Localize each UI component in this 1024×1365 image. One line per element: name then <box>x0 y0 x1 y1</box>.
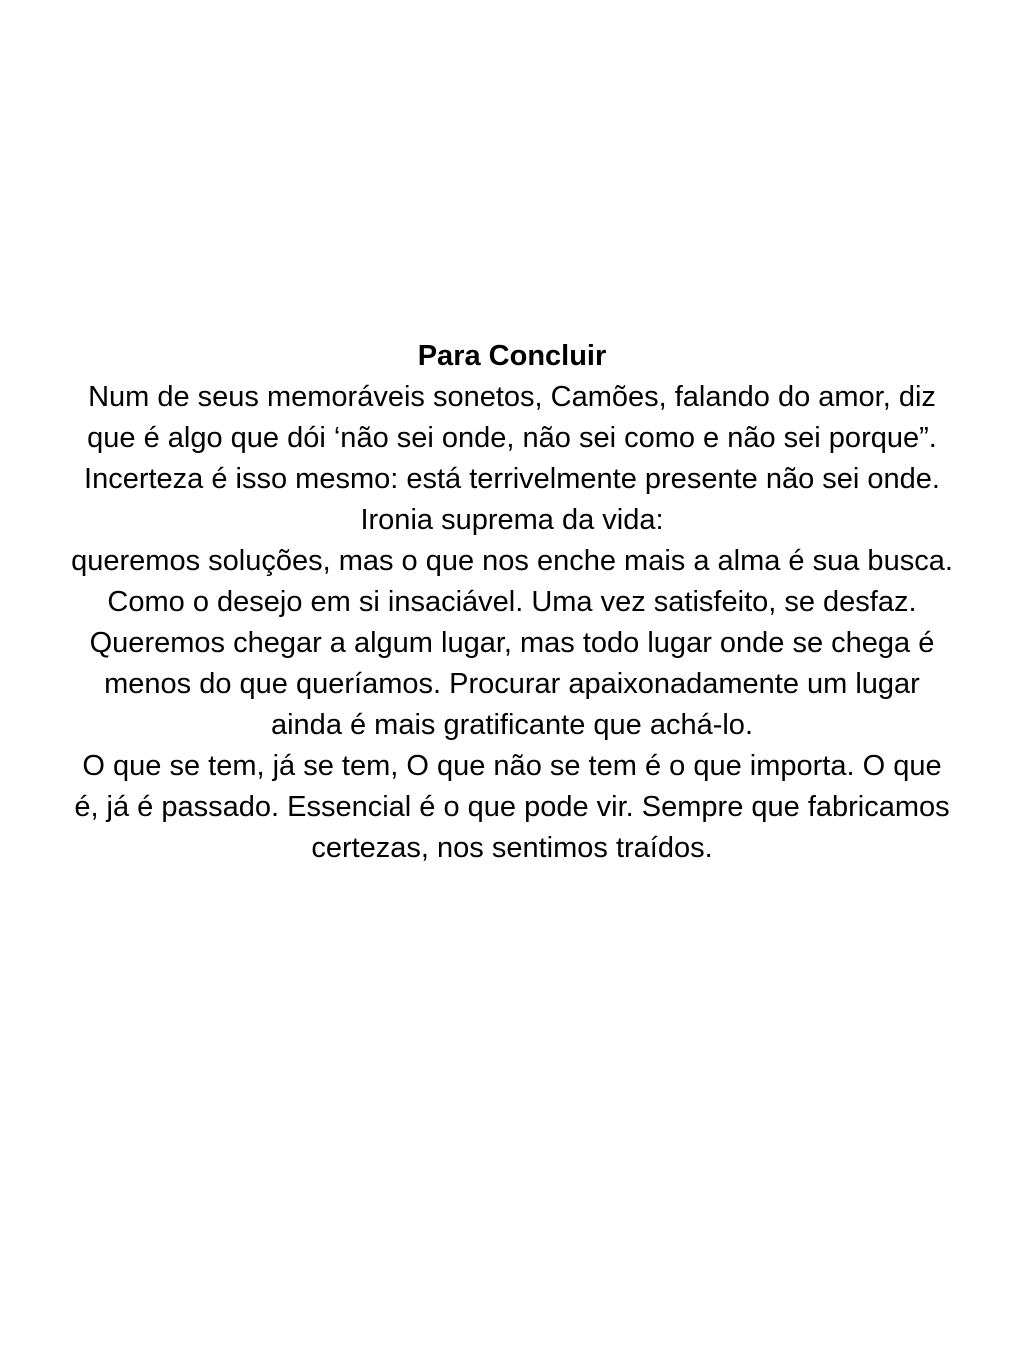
text-block <box>70 336 954 869</box>
paragraph-3: O que se tem, já se tem, O que não se tem é o que importa. O que é, já é passado. Essencial é o que pode vir. Sempre que fabricamos certezas, nos sentimos traídos. <box>74 750 950 864</box>
paragraph-1: Num de seus memoráveis sonetos, Camões, falando do amor, diz que é algo que dói ‘não sei onde, não sei como e não sei porque”. Incerteza é isso mesmo: está terrivelmente presente não sei onde. Ironia suprema da vida: <box>84 381 940 536</box>
paragraph-2: queremos soluções, mas o que nos enche mais a alma é sua busca. Como o desejo em si insaciável. Uma vez satisfeito, se desfaz. Queremos chegar a algum lugar, mas todo lugar onde se chega é menos do que queríamos. Procurar apaixonadamente um lugar ainda é mais gratificante que achá-lo. <box>71 545 953 741</box>
document-title: Para Concluir <box>417 340 607 372</box>
